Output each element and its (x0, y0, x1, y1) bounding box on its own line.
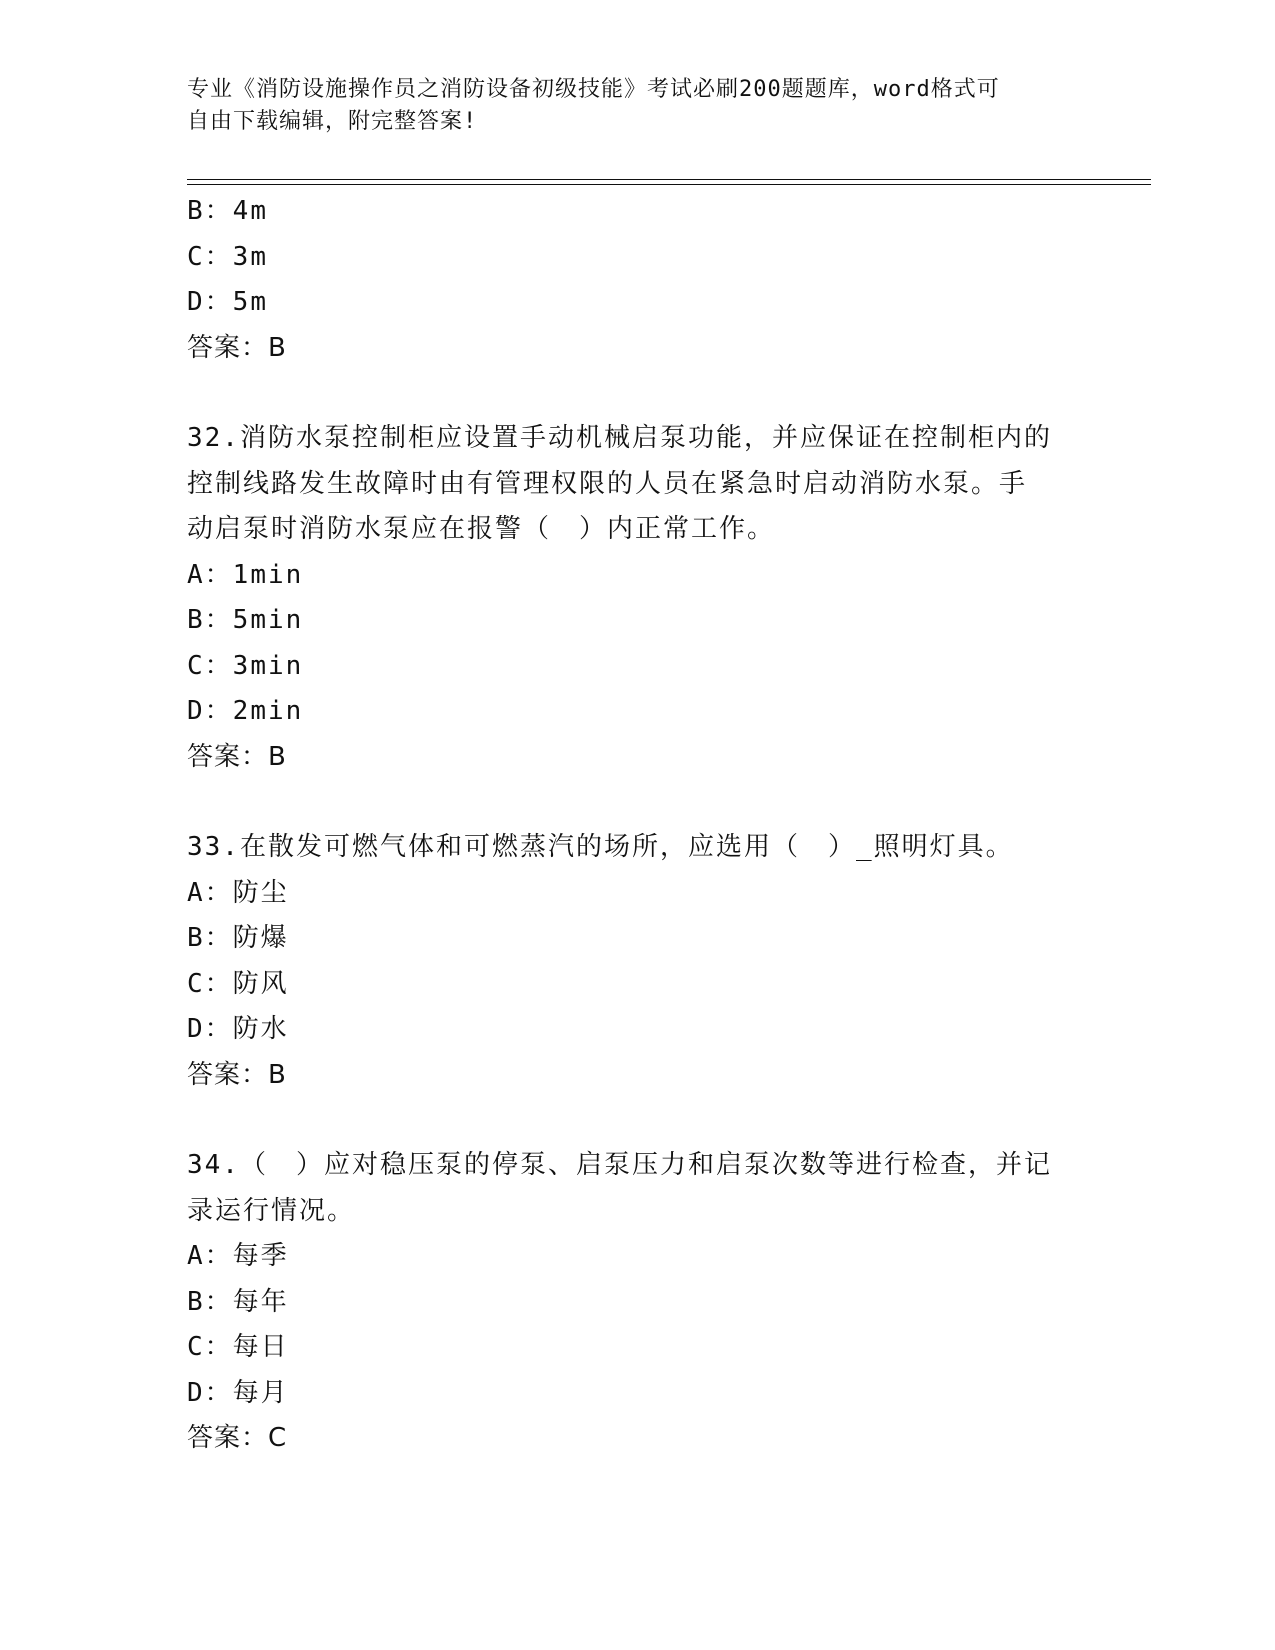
answer-line: 答案：B (187, 741, 287, 772)
header-line-1: 专业《消防设施操作员之消防设备初级技能》考试必刷200题题库，word格式可 (187, 77, 1000, 102)
option-item: C：防风 (187, 968, 289, 999)
header-divider-bottom (187, 184, 1151, 185)
option-item: C：3m (187, 241, 268, 272)
question-fragment (187, 189, 1087, 371)
option-item: B：4m (187, 196, 268, 226)
header-divider-top (187, 179, 1151, 180)
option-item: B：防爆 (187, 923, 289, 953)
question-list (187, 189, 1087, 1462)
option-item: D：2min (187, 696, 304, 726)
option-item: D：防水 (187, 1014, 289, 1044)
question-stem: 32.消防水泵控制柜应设置手动机械启泵功能，并应保证在控制柜内的 控制线路发生故障时由有管理权限的人员在紧急时启动消防水泵。手 动启泵时消防水泵应在报警（ ）内正常工作。 (187, 423, 1052, 544)
document-header (187, 74, 1067, 138)
question-block (187, 825, 1087, 1098)
option-item: B：5min (187, 605, 304, 635)
question-stem: 34.（ ）应对稳压泵的停泵、启泵压力和启泵次数等进行检查，并记 录运行情况。 (187, 1150, 1052, 1226)
option-item: D：5m (187, 287, 268, 317)
option-item: A：每季 (187, 1241, 289, 1271)
option-item: C：3min (187, 650, 304, 681)
option-item: A：1min (187, 559, 304, 590)
question-block (187, 416, 1087, 780)
option-item: B：每年 (187, 1286, 289, 1317)
spacer (187, 780, 1087, 825)
option-item: D：每月 (187, 1377, 289, 1408)
answer-line: 答案：B (187, 332, 287, 363)
spacer (187, 371, 1087, 416)
header-line-2: 自由下载编辑，附完整答案! (187, 109, 478, 134)
option-item: C：每日 (187, 1332, 289, 1362)
answer-line: 答案：B (187, 1059, 287, 1090)
question-block (187, 1143, 1087, 1462)
spacer (187, 1098, 1087, 1143)
answer-line: 答案：C (187, 1423, 288, 1453)
question-stem: 33.在散发可燃气体和可燃蒸汽的场所，应选用（ ）_照明灯具。 (187, 832, 1014, 862)
option-item: A：防尘 (187, 877, 289, 908)
